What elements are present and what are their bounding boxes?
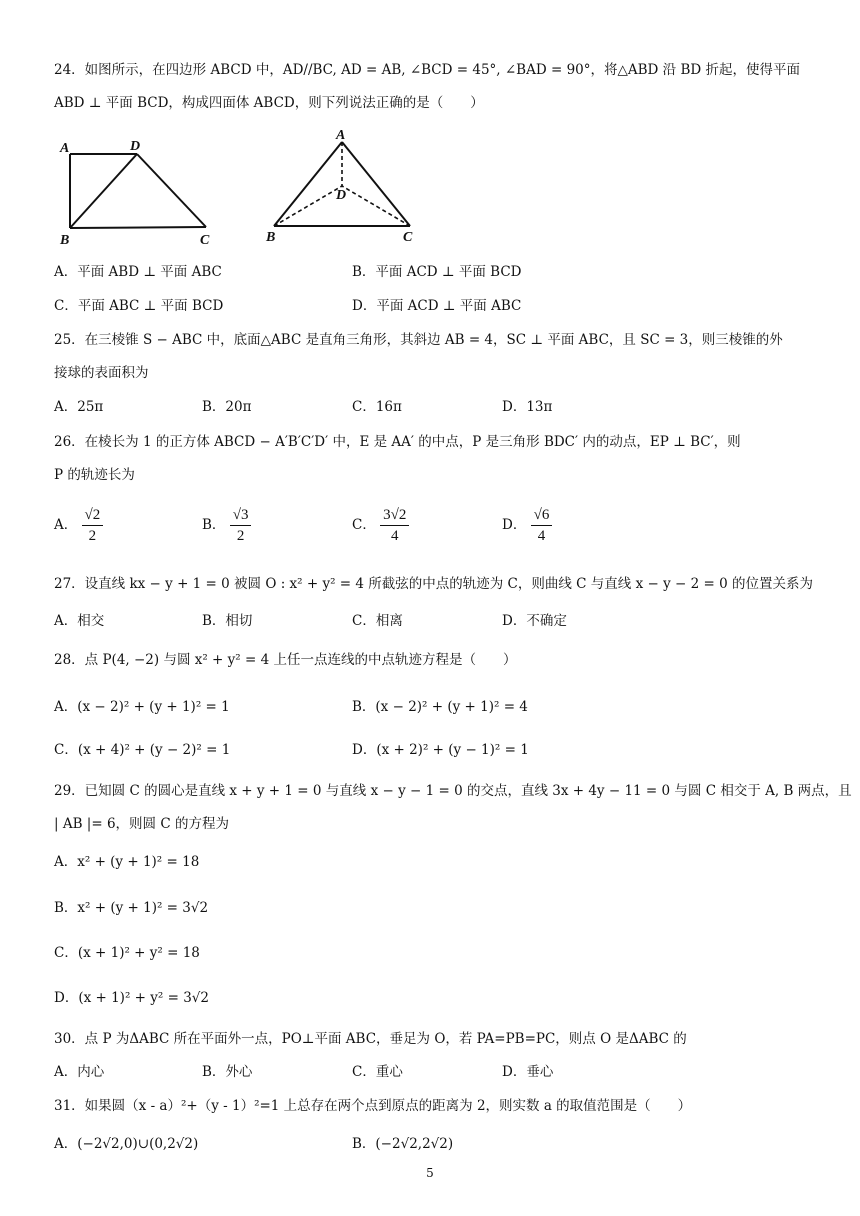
fig1-label-d: D [130, 139, 141, 154]
q24-stem-line2: ABD ⊥ 平面 BCD，构成四面体 ABCD，则下列说法正确的是（ ） [54, 95, 484, 111]
quadrilateral-figure [56, 132, 226, 247]
q29-option-b: B．x² + (y + 1)² = 3√2 [54, 900, 209, 916]
q24-option-b: B．平面 ACD ⊥ 平面 BCD [352, 264, 522, 280]
q25-option-c: C．16π [352, 399, 402, 415]
q29-option-a: A．x² + (y + 1)² = 18 [54, 854, 200, 870]
q30-option-a: A．内心 [54, 1064, 105, 1080]
tetrahedron-figure [262, 128, 422, 246]
q26-option-b: B． $\frac{√3}{2}$ [202, 505, 251, 546]
page-number: 5 [426, 1166, 434, 1180]
fig1-label-b: B [60, 233, 70, 247]
q26-option-a: A． $\frac{√2}{2}$ [54, 505, 103, 546]
fig1-label-a: A [60, 141, 70, 156]
q30-stem: 30．点 P 为ΔABC 所在平面外一点，PO⊥平面 ABC，垂足为 O，若 PA=PB=PC，则点 O 是ΔABC 的 [54, 1031, 687, 1047]
fig2-label-d: D [336, 188, 347, 203]
q26-stem-line1: 26．在棱长为 1 的正方体 ABCD − A′B′C′D′ 中，E 是 AA′ 的中点，P 是三角形 BDC′ 内的动点，EP ⊥ BC′，则 [54, 434, 741, 450]
q24-option-c: C．平面 ABC ⊥ 平面 BCD [54, 298, 224, 314]
q27-option-c: C．相离 [352, 613, 403, 629]
q28-option-a: A．(x − 2)² + (y + 1)² = 1 [54, 699, 230, 715]
q31-option-b: B．(−2√2,2√2) [352, 1136, 454, 1152]
q31-stem: 31．如果圆（x - a）²+（y - 1）²=1 上总存在两个点到原点的距离为 2，则实数 a 的取值范围是（ ） [54, 1098, 692, 1114]
q26-option-d: D． $\frac{√6}{4}$ [502, 505, 552, 546]
fig2-label-b: B [266, 230, 276, 245]
q30-option-b: B．外心 [202, 1064, 253, 1080]
q25-option-b: B．20π [202, 399, 252, 415]
q25-stem-line2: 接球的表面积为 [54, 365, 149, 381]
q27-option-a: A．相交 [54, 613, 105, 629]
fig2-label-c: C [403, 230, 413, 245]
fig2-label-a: A [336, 128, 346, 143]
q24-option-a: A．平面 ABD ⊥ 平面 ABC [54, 264, 222, 280]
q28-option-c: C．(x + 4)² + (y − 2)² = 1 [54, 742, 231, 758]
q26-option-c: C． $\frac{3√2}{4}$ [352, 505, 409, 546]
q27-option-d: D．不确定 [502, 613, 567, 629]
q27-stem: 27．设直线 kx − y + 1 = 0 被圆 O : x² + y² = 4 所截弦的中点的轨迹为 C，则曲线 C 与直线 x − y − 2 = 0 的位置关系为 [54, 576, 813, 592]
q27-option-b: B．相切 [202, 613, 253, 629]
q30-option-d: D．垂心 [502, 1064, 554, 1080]
q29-option-d: D．(x + 1)² + y² = 3√2 [54, 990, 209, 1006]
q28-option-d: D．(x + 2)² + (y − 1)² = 1 [352, 742, 529, 758]
q31-option-a: A．(−2√2,0)∪(0,2√2) [54, 1136, 199, 1152]
q28-stem: 28．点 P(4, −2) 与圆 x² + y² = 4 上任一点连线的中点轨迹方程是（ ） [54, 652, 517, 668]
q29-option-c: C．(x + 1)² + y² = 18 [54, 945, 200, 961]
q28-option-b: B．(x − 2)² + (y + 1)² = 4 [352, 699, 528, 715]
q25-option-d: D．13π [502, 399, 553, 415]
q25-stem-line1: 25．在三棱锥 S − ABC 中，底面△ABC 是直角三角形，其斜边 AB = 4，SC ⊥ 平面 ABC，且 SC = 3，则三棱锥的外 [54, 332, 783, 348]
q29-stem-line1: 29．已知圆 C 的圆心是直线 x + y + 1 = 0 与直线 x − y − 1 = 0 的交点，直线 3x + 4y − 11 = 0 与圆 C 相交于 A, B 两点，且 [54, 783, 852, 799]
q29-stem-line2: | AB |= 6，则圆 C 的方程为 [54, 816, 229, 832]
fig1-label-c: C [200, 233, 210, 247]
q26-stem-line2: P 的轨迹长为 [54, 467, 135, 483]
q24-option-d: D．平面 ACD ⊥ 平面 ABC [352, 298, 522, 314]
q30-option-c: C．重心 [352, 1064, 403, 1080]
q24-stem-line1: 24．如图所示，在四边形 ABCD 中，AD//BC, AD = AB, ∠BCD = 45°, ∠BAD = 90°，将△ABD 沿 BD 折起，使得平面 [54, 62, 800, 78]
q25-option-a: A．25π [54, 399, 104, 415]
